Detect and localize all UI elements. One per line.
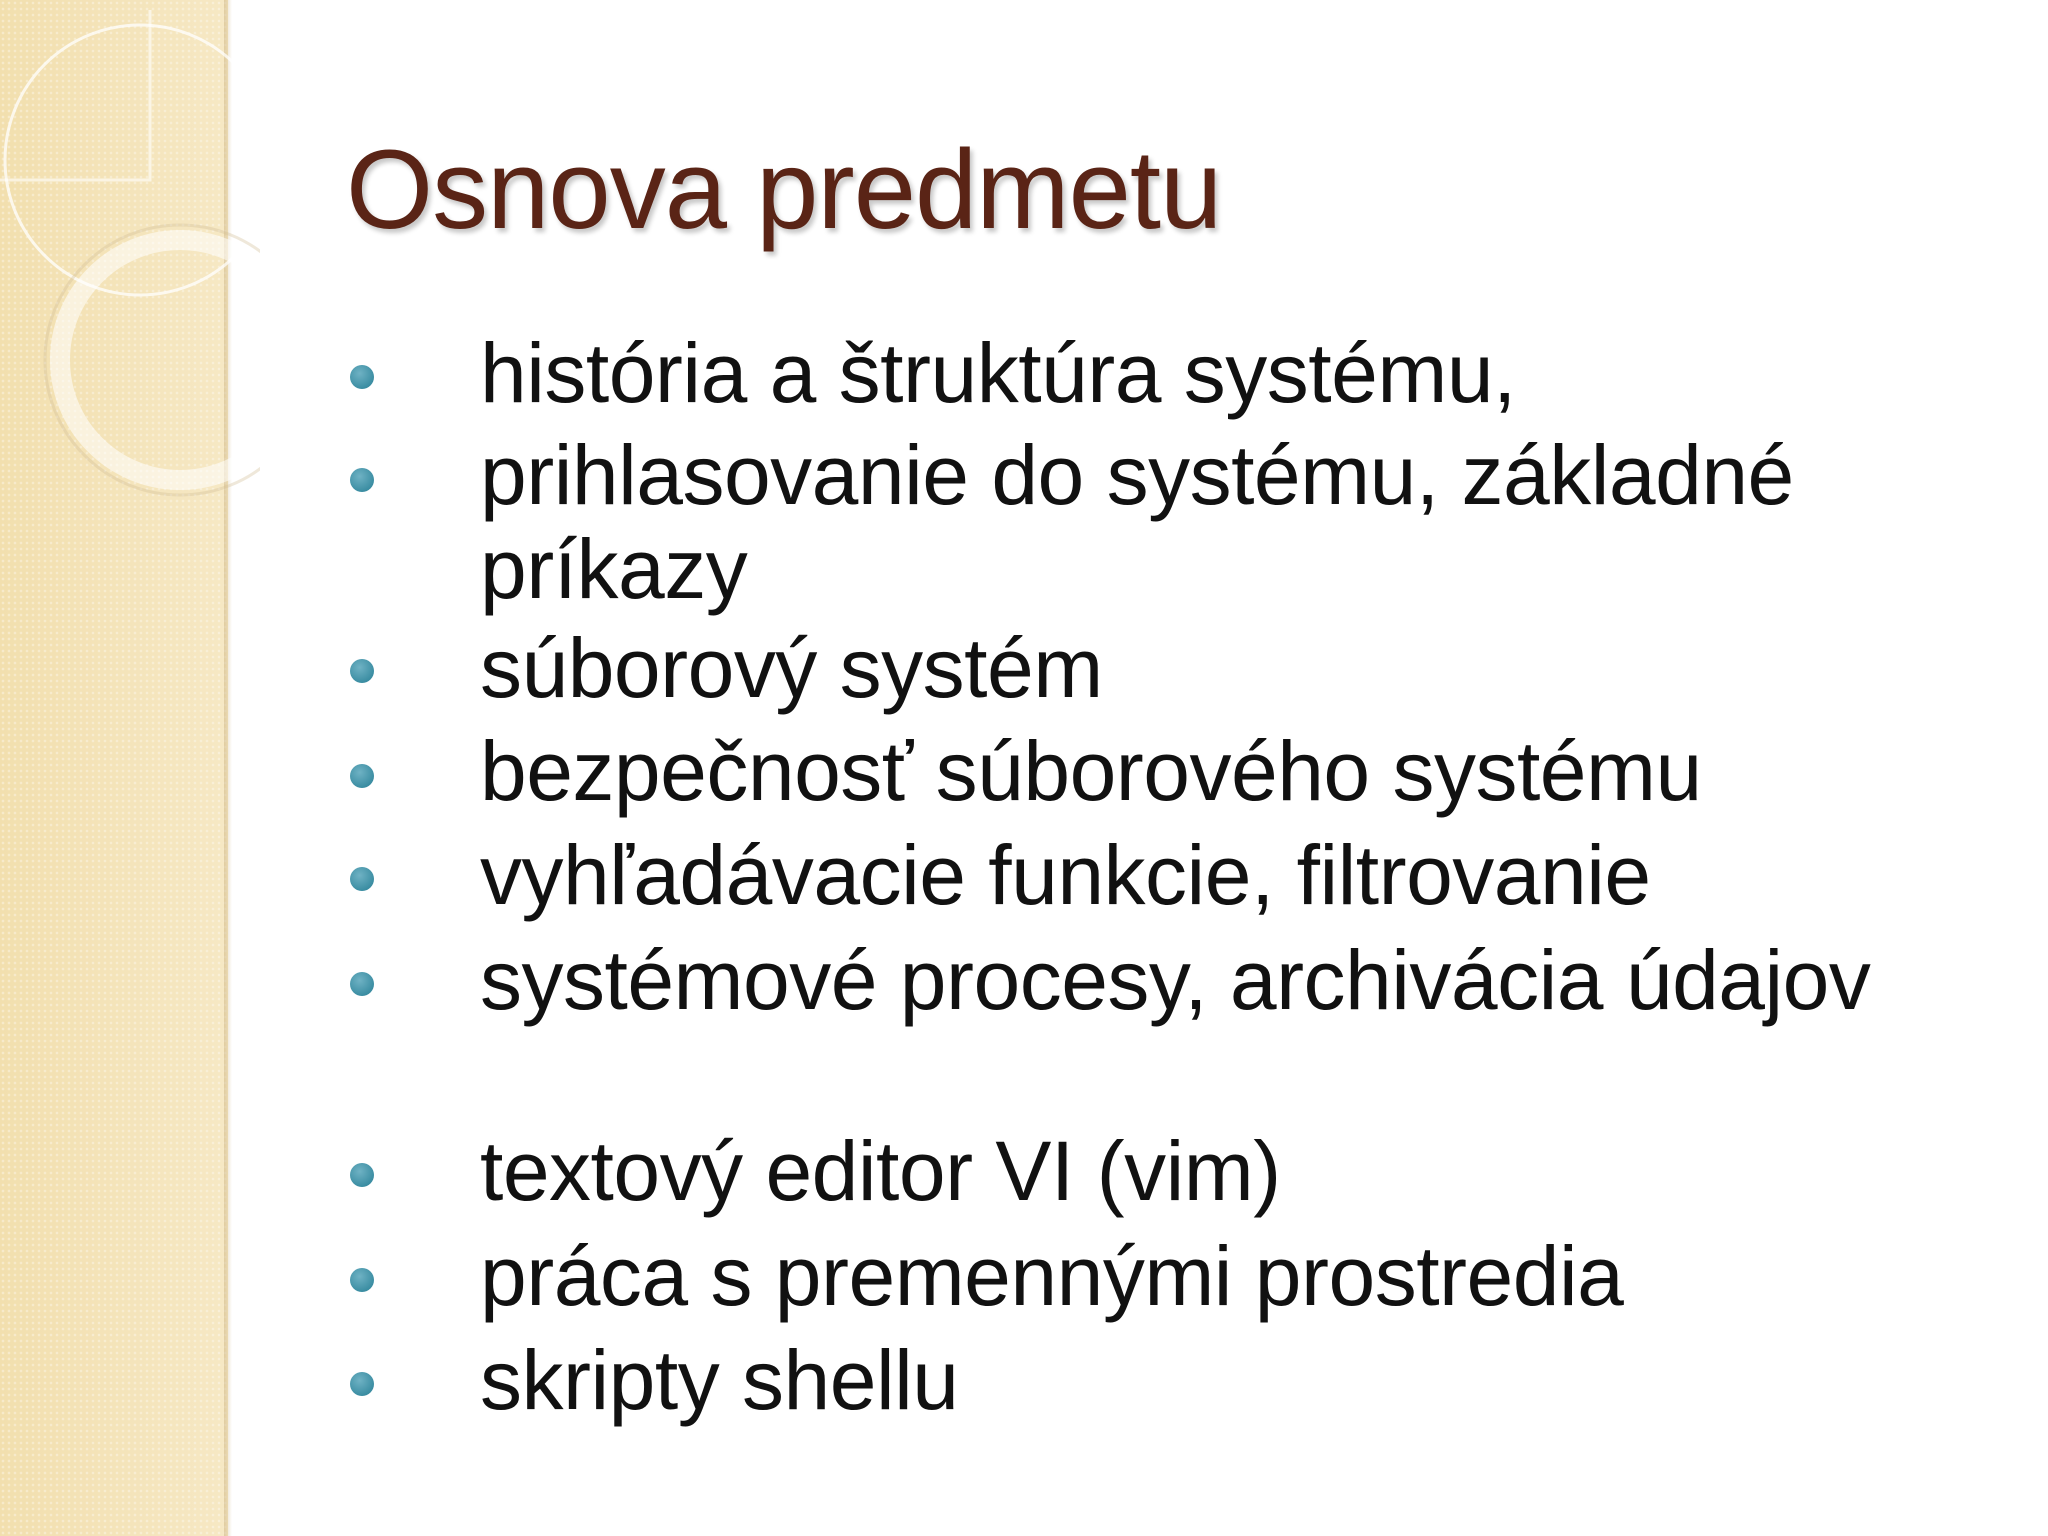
bullet-text: systémové procesy, archivácia údajov bbox=[480, 933, 1871, 1027]
bullet-marker-icon bbox=[350, 764, 374, 788]
bullet-marker-icon bbox=[350, 1372, 374, 1396]
thick-ring-decoration bbox=[60, 240, 260, 480]
bullet-marker-icon bbox=[350, 468, 374, 492]
slide-title: Osnova predmetu bbox=[346, 127, 1222, 252]
bullet-text: textový editor VI (vim) bbox=[480, 1124, 1281, 1218]
bullet-text: vyhľadávacie funkcie, filtrovanie bbox=[480, 828, 1651, 922]
bullet-marker-icon bbox=[350, 1163, 374, 1187]
bullet-text: história a štruktúra systému, bbox=[480, 326, 1516, 420]
bullet-text: bezpečnosť súborového systému bbox=[480, 724, 1702, 818]
bullet-text: práca s premennými prostredia bbox=[480, 1229, 1624, 1323]
bullet-marker-icon bbox=[350, 365, 374, 389]
decorative-rings-graphic bbox=[0, 0, 260, 520]
bullet-text: skripty shellu bbox=[480, 1333, 959, 1427]
bullet-marker-icon bbox=[350, 867, 374, 891]
bullet-text: prihlasovanie do systému, základné príkazy bbox=[480, 428, 1794, 616]
bullet-marker-icon bbox=[350, 972, 374, 996]
bullet-text: súborový systém bbox=[480, 621, 1103, 715]
bullet-marker-icon bbox=[350, 1268, 374, 1292]
thick-ring-shadow bbox=[45, 225, 260, 495]
bullet-marker-icon bbox=[350, 659, 374, 683]
